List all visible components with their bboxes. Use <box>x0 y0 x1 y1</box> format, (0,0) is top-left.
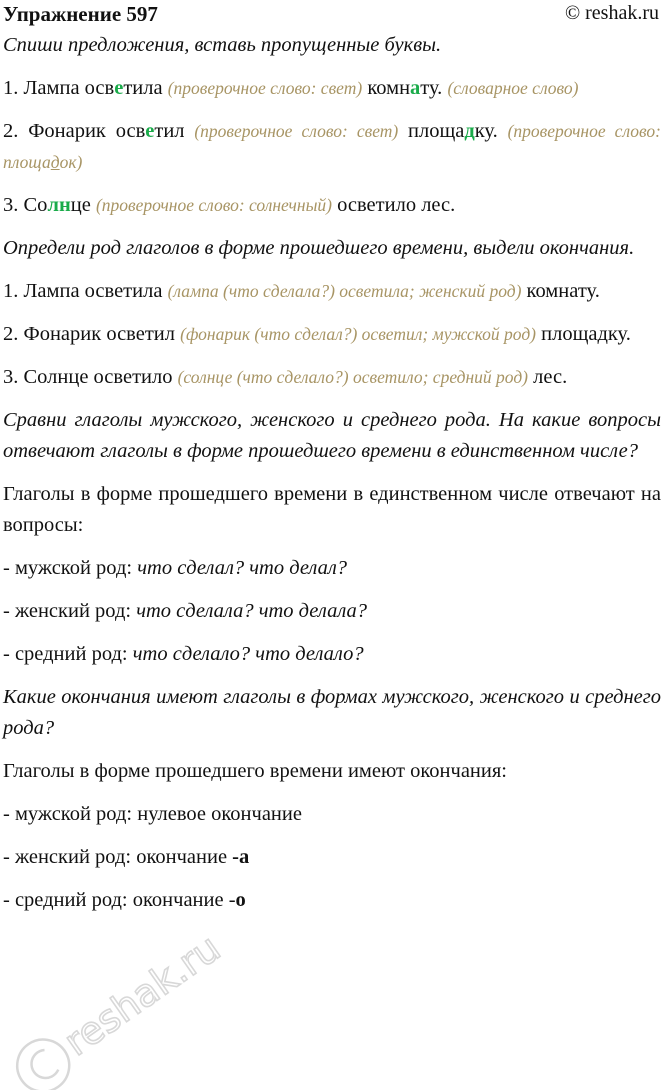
question-neuter <box>3 639 661 670</box>
copyright-label: © reshak.ru <box>564 2 659 24</box>
task-3: Сравни глаголы мужского, женского и среднего рода. На какие вопросы отвечают глаголы в форме прошедшего времени в единственном числе? <box>3 409 661 462</box>
text: тила <box>123 77 168 99</box>
hint: (лампа (что сделала?) осветила; женский род) <box>167 281 522 301</box>
ending-neuter <box>3 885 661 916</box>
text: - мужской род: <box>3 557 138 579</box>
text: 2. Фонарик осв <box>3 120 146 142</box>
watermark-logo <box>0 925 229 1090</box>
watermark-c-letter <box>26 1048 59 1083</box>
hint-text: ок) <box>59 152 83 172</box>
text: - средний род: окончание - <box>3 889 236 911</box>
text: площа <box>398 120 465 142</box>
answer-3: Глаголы в форме прошедшего времени в единственном числе отвечают на вопросы: <box>3 483 661 536</box>
hint: (проверочное слово: свет) <box>194 121 399 141</box>
hint: (фонарик (что сделал?) осветил; мужской род) <box>180 324 536 344</box>
text: ку. <box>474 120 508 142</box>
question: что сделал? что делал? <box>137 557 348 579</box>
page-header <box>0 0 663 30</box>
hint-text: (проверочное слово: площа <box>3 121 661 172</box>
text: площадку. <box>536 323 631 345</box>
text: - средний род: <box>3 643 133 665</box>
text: це <box>70 194 96 216</box>
watermark-circle <box>7 1029 79 1090</box>
inserted-letter: д <box>464 120 475 142</box>
hint: (проверочное слово: свет) <box>167 78 363 98</box>
hint-underlined-letter: д <box>50 152 60 172</box>
text: комн <box>362 77 411 99</box>
task-2: Определи род глаголов в форме прошедшего времени, выдели окончания. <box>3 237 635 259</box>
ending: -а <box>232 846 250 868</box>
text: - мужской род: нулевое окончание <box>3 803 302 825</box>
text: комнату. <box>521 280 600 302</box>
inserted-letter: е <box>114 77 124 99</box>
hint: (словарное слово) <box>447 78 579 98</box>
text: лес. <box>528 366 568 388</box>
text: - женский род: <box>3 600 137 622</box>
question-masculine <box>3 553 661 584</box>
text: ту. <box>420 77 448 99</box>
question: что сделала? что делала? <box>136 600 368 622</box>
text: осветило лес. <box>332 194 456 216</box>
question: что сделало? что делало? <box>132 643 364 665</box>
result-1 <box>3 276 661 307</box>
result-3 <box>3 362 661 393</box>
exercise-content <box>0 30 663 916</box>
exercise-title: Упражнение 597 <box>3 2 158 26</box>
sentence-3 <box>3 190 661 221</box>
task-4: Какие окончания имеют глаголы в формах мужского, женского и среднего рода? <box>3 686 661 739</box>
hint: (проверочное слово: солнечный) <box>95 195 333 215</box>
inserted-letter: а <box>410 77 421 99</box>
text: 3. Солнце осветило <box>3 366 178 388</box>
text: 1. Лампа осв <box>3 77 115 99</box>
text: тил <box>154 120 195 142</box>
task-1: Спиши предложения, вставь пропущенные буквы. <box>3 34 442 56</box>
inserted-letter: лн <box>47 194 71 216</box>
sentence-2 <box>3 116 661 178</box>
answer-4: Глаголы в форме прошедшего времени имеют окончания: <box>3 760 507 782</box>
text: 1. Лампа осветила <box>3 280 168 302</box>
text: 2. Фонарик осветил <box>3 323 181 345</box>
result-2 <box>3 319 661 350</box>
watermark-text: reshak.ru <box>56 925 229 1065</box>
question-feminine <box>3 596 661 627</box>
text: 3. Со <box>3 194 48 216</box>
text: - женский род: окончание <box>3 846 233 868</box>
inserted-letter: е <box>145 120 155 142</box>
ending-masculine <box>3 799 661 830</box>
ending: о <box>235 889 246 911</box>
sentence-1 <box>3 73 661 104</box>
hint: (солнце (что сделало?) осветило; средний род) <box>177 367 529 387</box>
ending-feminine <box>3 842 661 873</box>
